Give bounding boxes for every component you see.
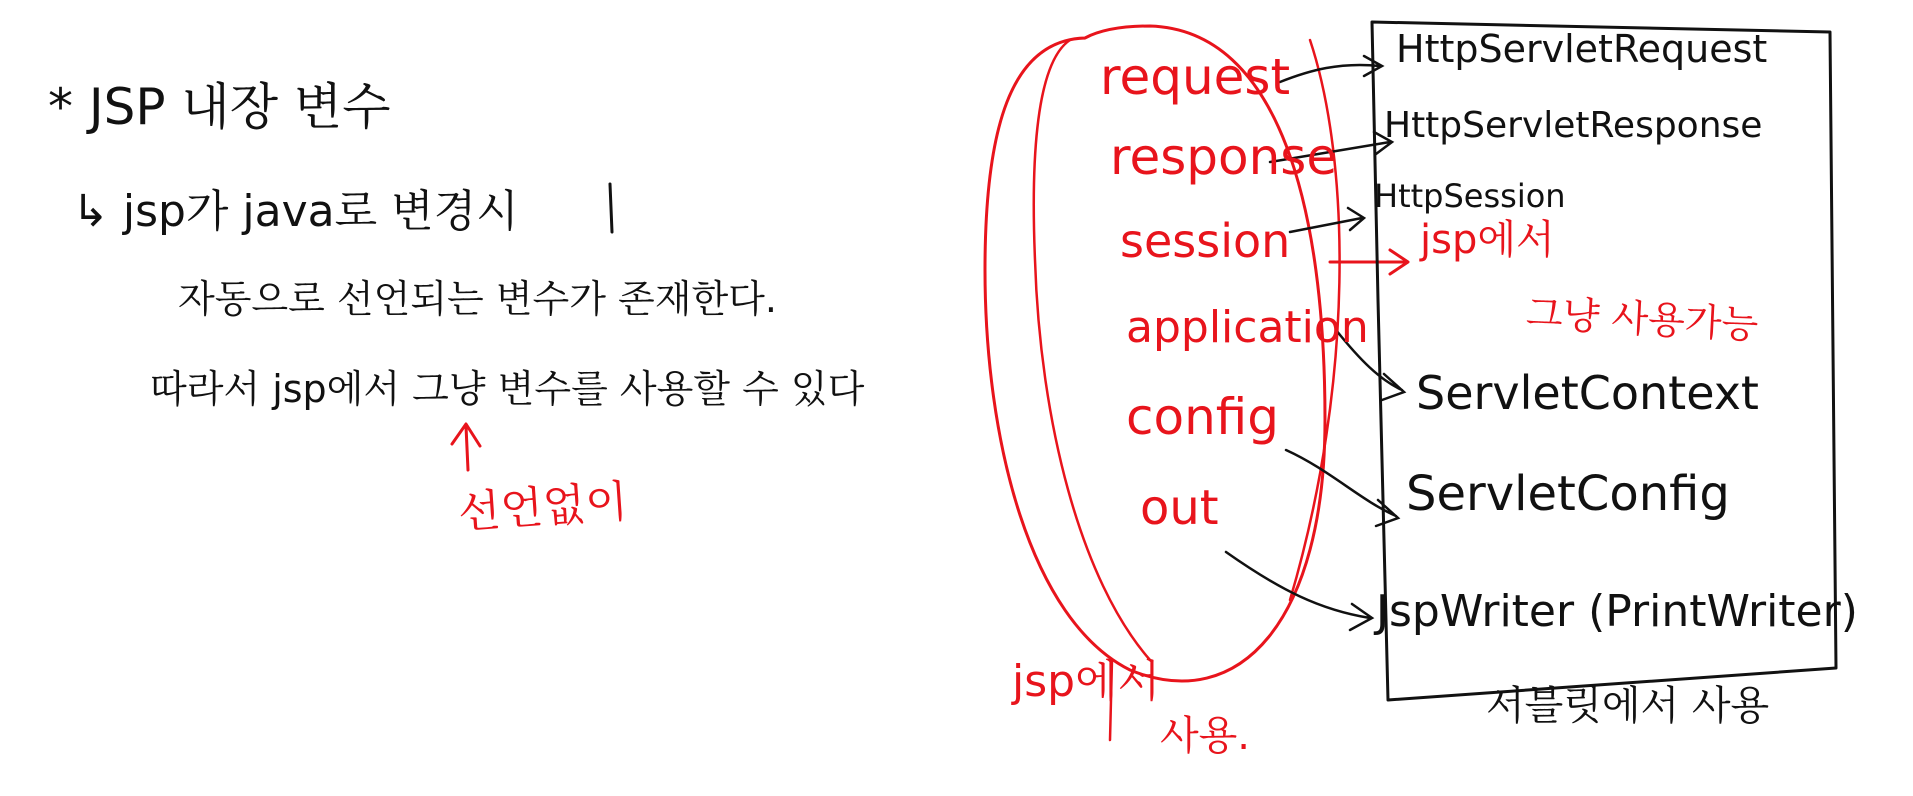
red-caret-arrow	[452, 424, 480, 470]
bottom-left-note: jsp에서	[1012, 656, 1161, 707]
notes-line-3: 따라서 jsp에서 그냥 변수를 사용할 수 있다	[150, 367, 865, 411]
arrow-session	[1290, 208, 1364, 232]
type-servlet-context: ServletContext	[1416, 366, 1759, 420]
type-jsp-writer: JspWriter (PrintWriter)	[1376, 586, 1858, 637]
arrow-request	[1280, 56, 1382, 82]
object-request: request	[1100, 48, 1291, 106]
bottom-left-note-2: 사용.	[1160, 713, 1250, 759]
type-http-servlet-response: HttpServletResponse	[1384, 105, 1763, 146]
type-servlet-config: ServletConfig	[1406, 466, 1730, 522]
object-application: application	[1126, 302, 1369, 353]
bottom-right-note: 서블릿에서 사용	[1486, 683, 1770, 729]
object-config: config	[1126, 388, 1280, 446]
notes-line-1: ↳ jsp가 java로 변경시	[72, 186, 519, 237]
session-note: jsp에서	[1420, 217, 1555, 263]
type-http-servlet-request: HttpServletRequest	[1396, 27, 1768, 71]
object-response: response	[1110, 128, 1338, 186]
black-bar-stroke	[610, 184, 612, 232]
object-session: session	[1120, 214, 1291, 268]
object-out: out	[1140, 480, 1219, 536]
red-annotation: 선언없이	[456, 476, 630, 539]
red-session-arrow	[1330, 250, 1408, 274]
notes-title: * JSP 내장 변수	[48, 78, 391, 136]
notes-line-2: 자동으로 선언되는 변수가 존재한다.	[178, 277, 777, 321]
type-http-session: HttpSession	[1374, 177, 1566, 215]
session-note-2: 그냥 사용가능	[1525, 290, 1760, 348]
